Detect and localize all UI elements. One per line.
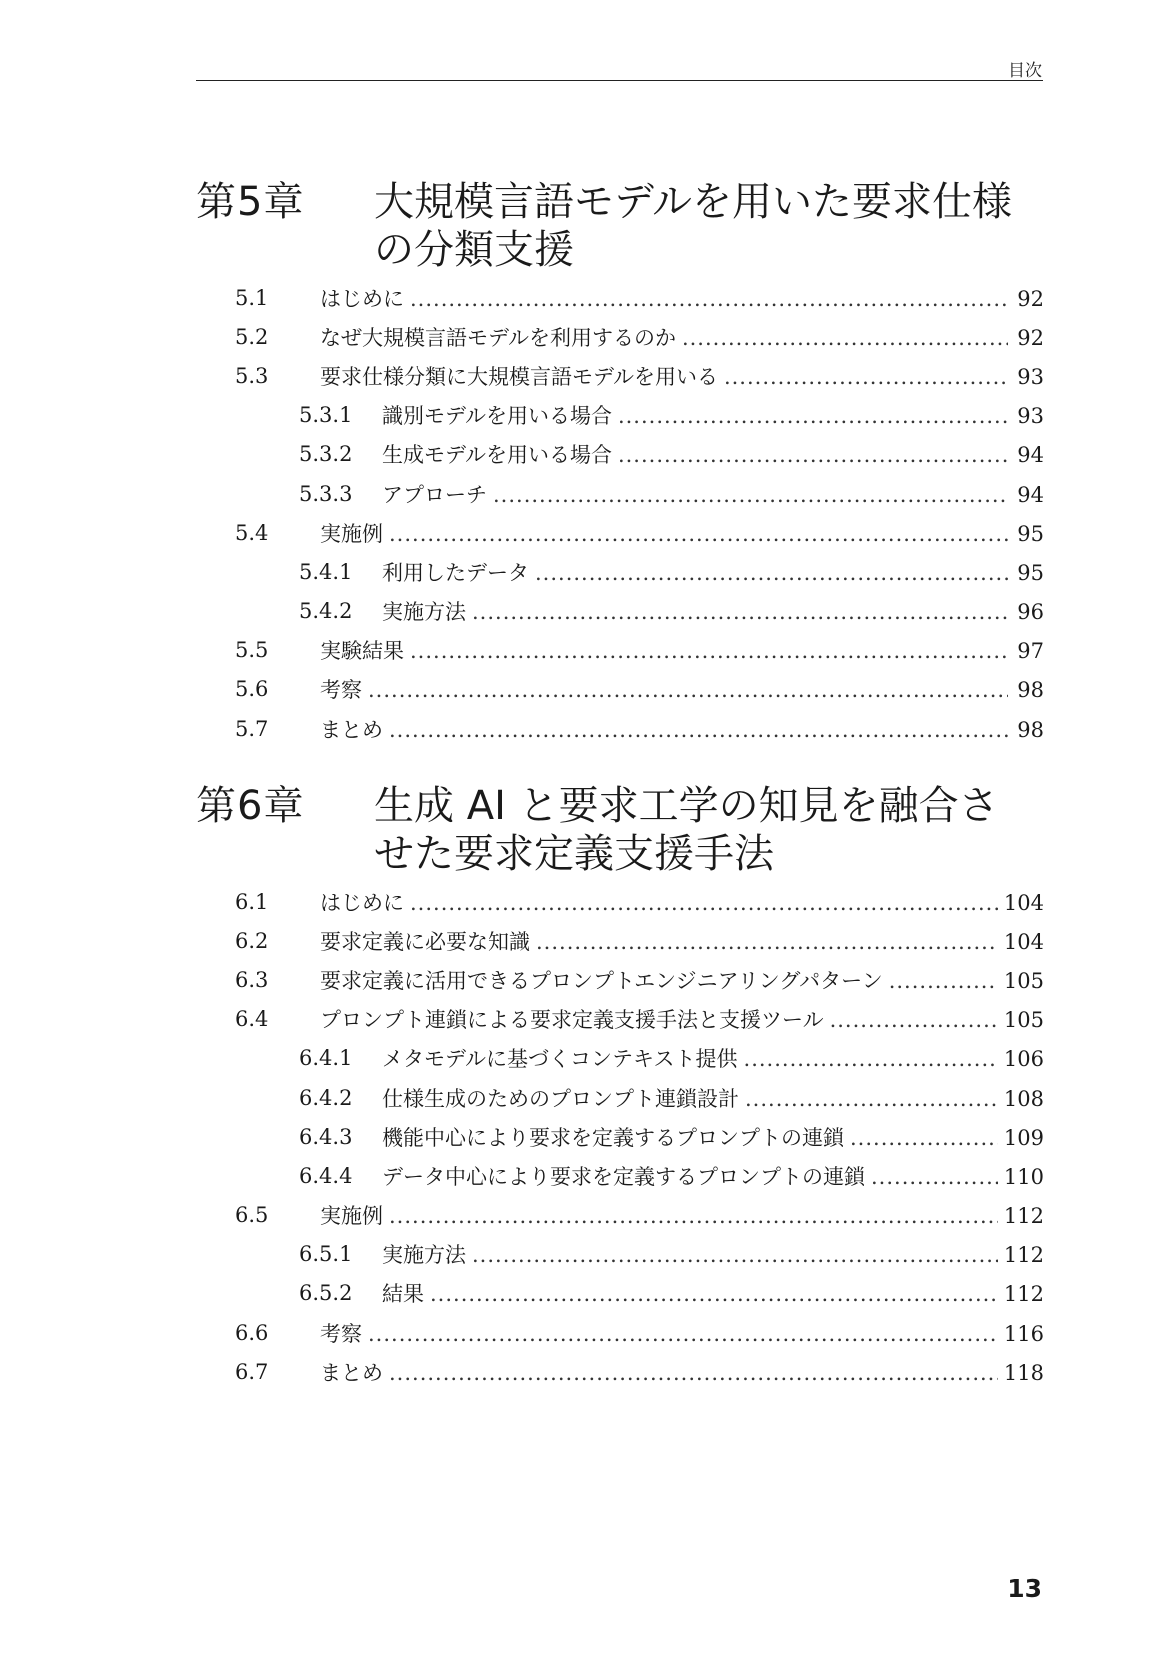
chapter-heading [196, 178, 1044, 274]
toc-section-entry[interactable] [196, 356, 1044, 395]
section-title: 実施方法 [382, 600, 466, 625]
entry-body [320, 322, 1044, 352]
section-page-number: 96 [1017, 600, 1044, 625]
dot-leader [389, 718, 1008, 742]
dot-leader [535, 561, 1008, 585]
toc-section-entry[interactable] [196, 709, 1044, 748]
dot-leader [389, 1361, 998, 1385]
toc-section-entry[interactable] [196, 960, 1044, 999]
section-title: はじめに [320, 890, 404, 915]
entry-body [320, 361, 1044, 391]
section-number: 5.2 [235, 324, 269, 349]
section-number: 6.4.1 [299, 1046, 353, 1071]
section-title: 要求定義に活用できるプロンプトエンジニアリングパターン [320, 968, 883, 993]
entry-body [320, 1004, 1044, 1034]
toc-section-entry[interactable] [196, 670, 1044, 709]
section-number: 5.6 [235, 677, 269, 702]
section-page-number: 104 [1003, 890, 1044, 915]
dot-leader [724, 365, 1008, 389]
toc-subsection-entry[interactable] [196, 1235, 1044, 1274]
section-page-number: 95 [1017, 521, 1044, 546]
section-title: 要求仕様分類に大規模言語モデルを用いる [320, 364, 718, 389]
chapter-block-5 [196, 178, 1044, 748]
dot-leader [389, 1204, 998, 1228]
section-page-number: 105 [1003, 968, 1044, 993]
dot-leader [410, 287, 1008, 311]
section-title: まとめ [320, 1360, 383, 1385]
dot-leader [389, 522, 1008, 546]
entry-body [320, 635, 1044, 665]
section-number: 6.5 [235, 1203, 269, 1228]
section-page-number: 109 [1003, 1125, 1044, 1150]
chapter-number: 第6章 [196, 783, 305, 829]
dot-leader [871, 1165, 998, 1189]
dot-leader [368, 678, 1008, 702]
section-number: 6.6 [235, 1320, 269, 1345]
dot-leader [618, 404, 1008, 428]
section-title: プロンプト連鎖による要求定義支援手法と支援ツール [320, 1008, 824, 1033]
section-title: 生成モデルを用いる場合 [382, 443, 612, 468]
entry-body [320, 926, 1044, 956]
section-title: 利用したデータ [382, 560, 529, 585]
section-number: 6.4.3 [299, 1124, 353, 1149]
entry-body [320, 518, 1044, 548]
toc-section-entry[interactable] [196, 882, 1044, 921]
section-page-number: 98 [1017, 678, 1044, 703]
section-page-number: 110 [1003, 1164, 1044, 1189]
section-title: まとめ [320, 717, 383, 742]
section-title: 実施方法 [382, 1243, 466, 1268]
toc-subsection-entry[interactable] [196, 1039, 1044, 1078]
entry-body [382, 1122, 1044, 1152]
toc-section-entry[interactable] [196, 317, 1044, 356]
entry-body [382, 557, 1044, 587]
section-number: 5.1 [235, 285, 269, 310]
section-title: はじめに [320, 286, 404, 311]
toc-section-entry[interactable] [196, 1313, 1044, 1352]
section-page-number: 95 [1017, 560, 1044, 585]
section-number: 6.4.2 [299, 1085, 353, 1110]
section-number: 6.7 [235, 1359, 269, 1384]
dot-leader [536, 930, 998, 954]
dot-leader [850, 1126, 998, 1150]
section-number: 5.5 [235, 638, 269, 663]
page-number: 13 [1007, 1574, 1042, 1603]
dot-leader [682, 326, 1008, 350]
section-page-number: 93 [1017, 404, 1044, 429]
chapter-block-6 [196, 782, 1044, 1391]
section-title: データ中心により要求を定義するプロンプトの連鎖 [382, 1164, 865, 1189]
section-number: 5.4 [235, 520, 269, 545]
section-page-number: 94 [1017, 482, 1044, 507]
dot-leader [744, 1047, 998, 1071]
section-title: 識別モデルを用いる場合 [382, 404, 612, 429]
toc-subsection-entry[interactable] [196, 592, 1044, 631]
section-page-number: 106 [1003, 1047, 1044, 1072]
toc-section-entry[interactable] [196, 1196, 1044, 1235]
section-number: 5.7 [235, 716, 269, 741]
toc-section-entry[interactable] [196, 921, 1044, 960]
toc-section-entry[interactable] [196, 278, 1044, 317]
entry-body [320, 965, 1044, 995]
section-page-number: 112 [1003, 1243, 1044, 1268]
section-title: 仕様生成のためのプロンプト連鎖設計 [382, 1086, 739, 1111]
toc-section-entry[interactable] [196, 513, 1044, 552]
section-page-number: 108 [1003, 1086, 1044, 1111]
header-rule [196, 80, 1043, 81]
dot-leader [472, 600, 1008, 624]
section-title: 実施例 [320, 1204, 383, 1229]
section-number: 6.5.1 [299, 1242, 353, 1267]
section-page-number: 112 [1003, 1204, 1044, 1229]
toc-subsection-entry[interactable] [196, 435, 1044, 474]
chapter-title: 生成 AI と要求工学の知見を融合させた要求定義支援手法 [374, 783, 999, 877]
entry-body [320, 1357, 1044, 1387]
section-number: 6.4 [235, 1007, 269, 1032]
section-number: 5.4.2 [299, 599, 353, 624]
toc-subsection-entry[interactable] [196, 1078, 1044, 1117]
entry-body [320, 1318, 1044, 1348]
dot-leader [410, 891, 998, 915]
toc-subsection-entry[interactable] [196, 474, 1044, 513]
section-number: 5.3.2 [299, 442, 353, 467]
toc-subsection-entry[interactable] [196, 1117, 1044, 1156]
section-page-number: 112 [1003, 1282, 1044, 1307]
dot-leader [430, 1282, 998, 1306]
toc-subsection-entry[interactable] [196, 1274, 1044, 1313]
section-page-number: 116 [1003, 1321, 1044, 1346]
toc-section-entry[interactable] [196, 1000, 1044, 1039]
section-page-number: 118 [1003, 1360, 1044, 1385]
chapter-title: 大規模言語モデルを用いた要求仕様の分類支援 [374, 179, 1012, 273]
toc-section-entry[interactable] [196, 631, 1044, 670]
dot-leader [745, 1087, 998, 1111]
entry-body [382, 479, 1044, 509]
section-number: 6.3 [235, 967, 269, 992]
entry-body [320, 1200, 1044, 1230]
section-title: 結果 [382, 1282, 424, 1307]
entry-body [320, 674, 1044, 704]
chapter-heading [196, 782, 1044, 878]
entry-body [382, 1043, 1044, 1073]
dot-leader [830, 1008, 998, 1032]
section-title: なぜ大規模言語モデルを利用するのか [320, 325, 676, 350]
dot-leader [472, 1243, 998, 1267]
dot-leader [889, 969, 998, 993]
running-head: 目次 [1008, 61, 1042, 81]
section-title: 実験結果 [320, 639, 404, 664]
entry-body [320, 887, 1044, 917]
toc-subsection-entry[interactable] [196, 552, 1044, 591]
dot-leader [618, 443, 1008, 467]
section-number: 6.1 [235, 889, 269, 914]
entry-body [382, 1239, 1044, 1269]
section-page-number: 93 [1017, 364, 1044, 389]
entry-body [382, 596, 1044, 626]
toc-section-entry[interactable] [196, 1352, 1044, 1391]
entry-body [382, 1161, 1044, 1191]
section-number: 6.4.4 [299, 1163, 353, 1188]
section-number: 5.4.1 [299, 559, 353, 584]
section-number: 5.3.1 [299, 403, 353, 428]
entry-body [320, 714, 1044, 744]
section-page-number: 105 [1003, 1008, 1044, 1033]
section-title: メタモデルに基づくコンテキスト提供 [382, 1047, 738, 1072]
section-page-number: 104 [1003, 929, 1044, 954]
entry-body [382, 1083, 1044, 1113]
section-title: 考察 [320, 1321, 362, 1346]
entry-body [320, 283, 1044, 313]
dot-leader [410, 639, 1008, 663]
section-page-number: 92 [1017, 286, 1044, 311]
section-page-number: 92 [1017, 325, 1044, 350]
section-number: 5.3 [235, 363, 269, 388]
section-page-number: 97 [1017, 639, 1044, 664]
dot-leader [493, 483, 1008, 507]
section-title: 機能中心により要求を定義するプロンプトの連鎖 [382, 1125, 844, 1150]
section-page-number: 94 [1017, 443, 1044, 468]
entry-body [382, 439, 1044, 469]
section-title: アプローチ [382, 482, 487, 507]
section-title: 要求定義に必要な知識 [320, 929, 530, 954]
section-number: 5.3.3 [299, 481, 353, 506]
entry-body [382, 1278, 1044, 1308]
toc-subsection-entry[interactable] [196, 1156, 1044, 1195]
section-title: 実施例 [320, 521, 383, 546]
section-page-number: 98 [1017, 717, 1044, 742]
section-title: 考察 [320, 678, 362, 703]
toc-subsection-entry[interactable] [196, 396, 1044, 435]
entry-body [382, 400, 1044, 430]
chapter-number: 第5章 [196, 179, 305, 225]
section-number: 6.2 [235, 928, 269, 953]
dot-leader [368, 1322, 998, 1346]
section-number: 6.5.2 [299, 1281, 353, 1306]
